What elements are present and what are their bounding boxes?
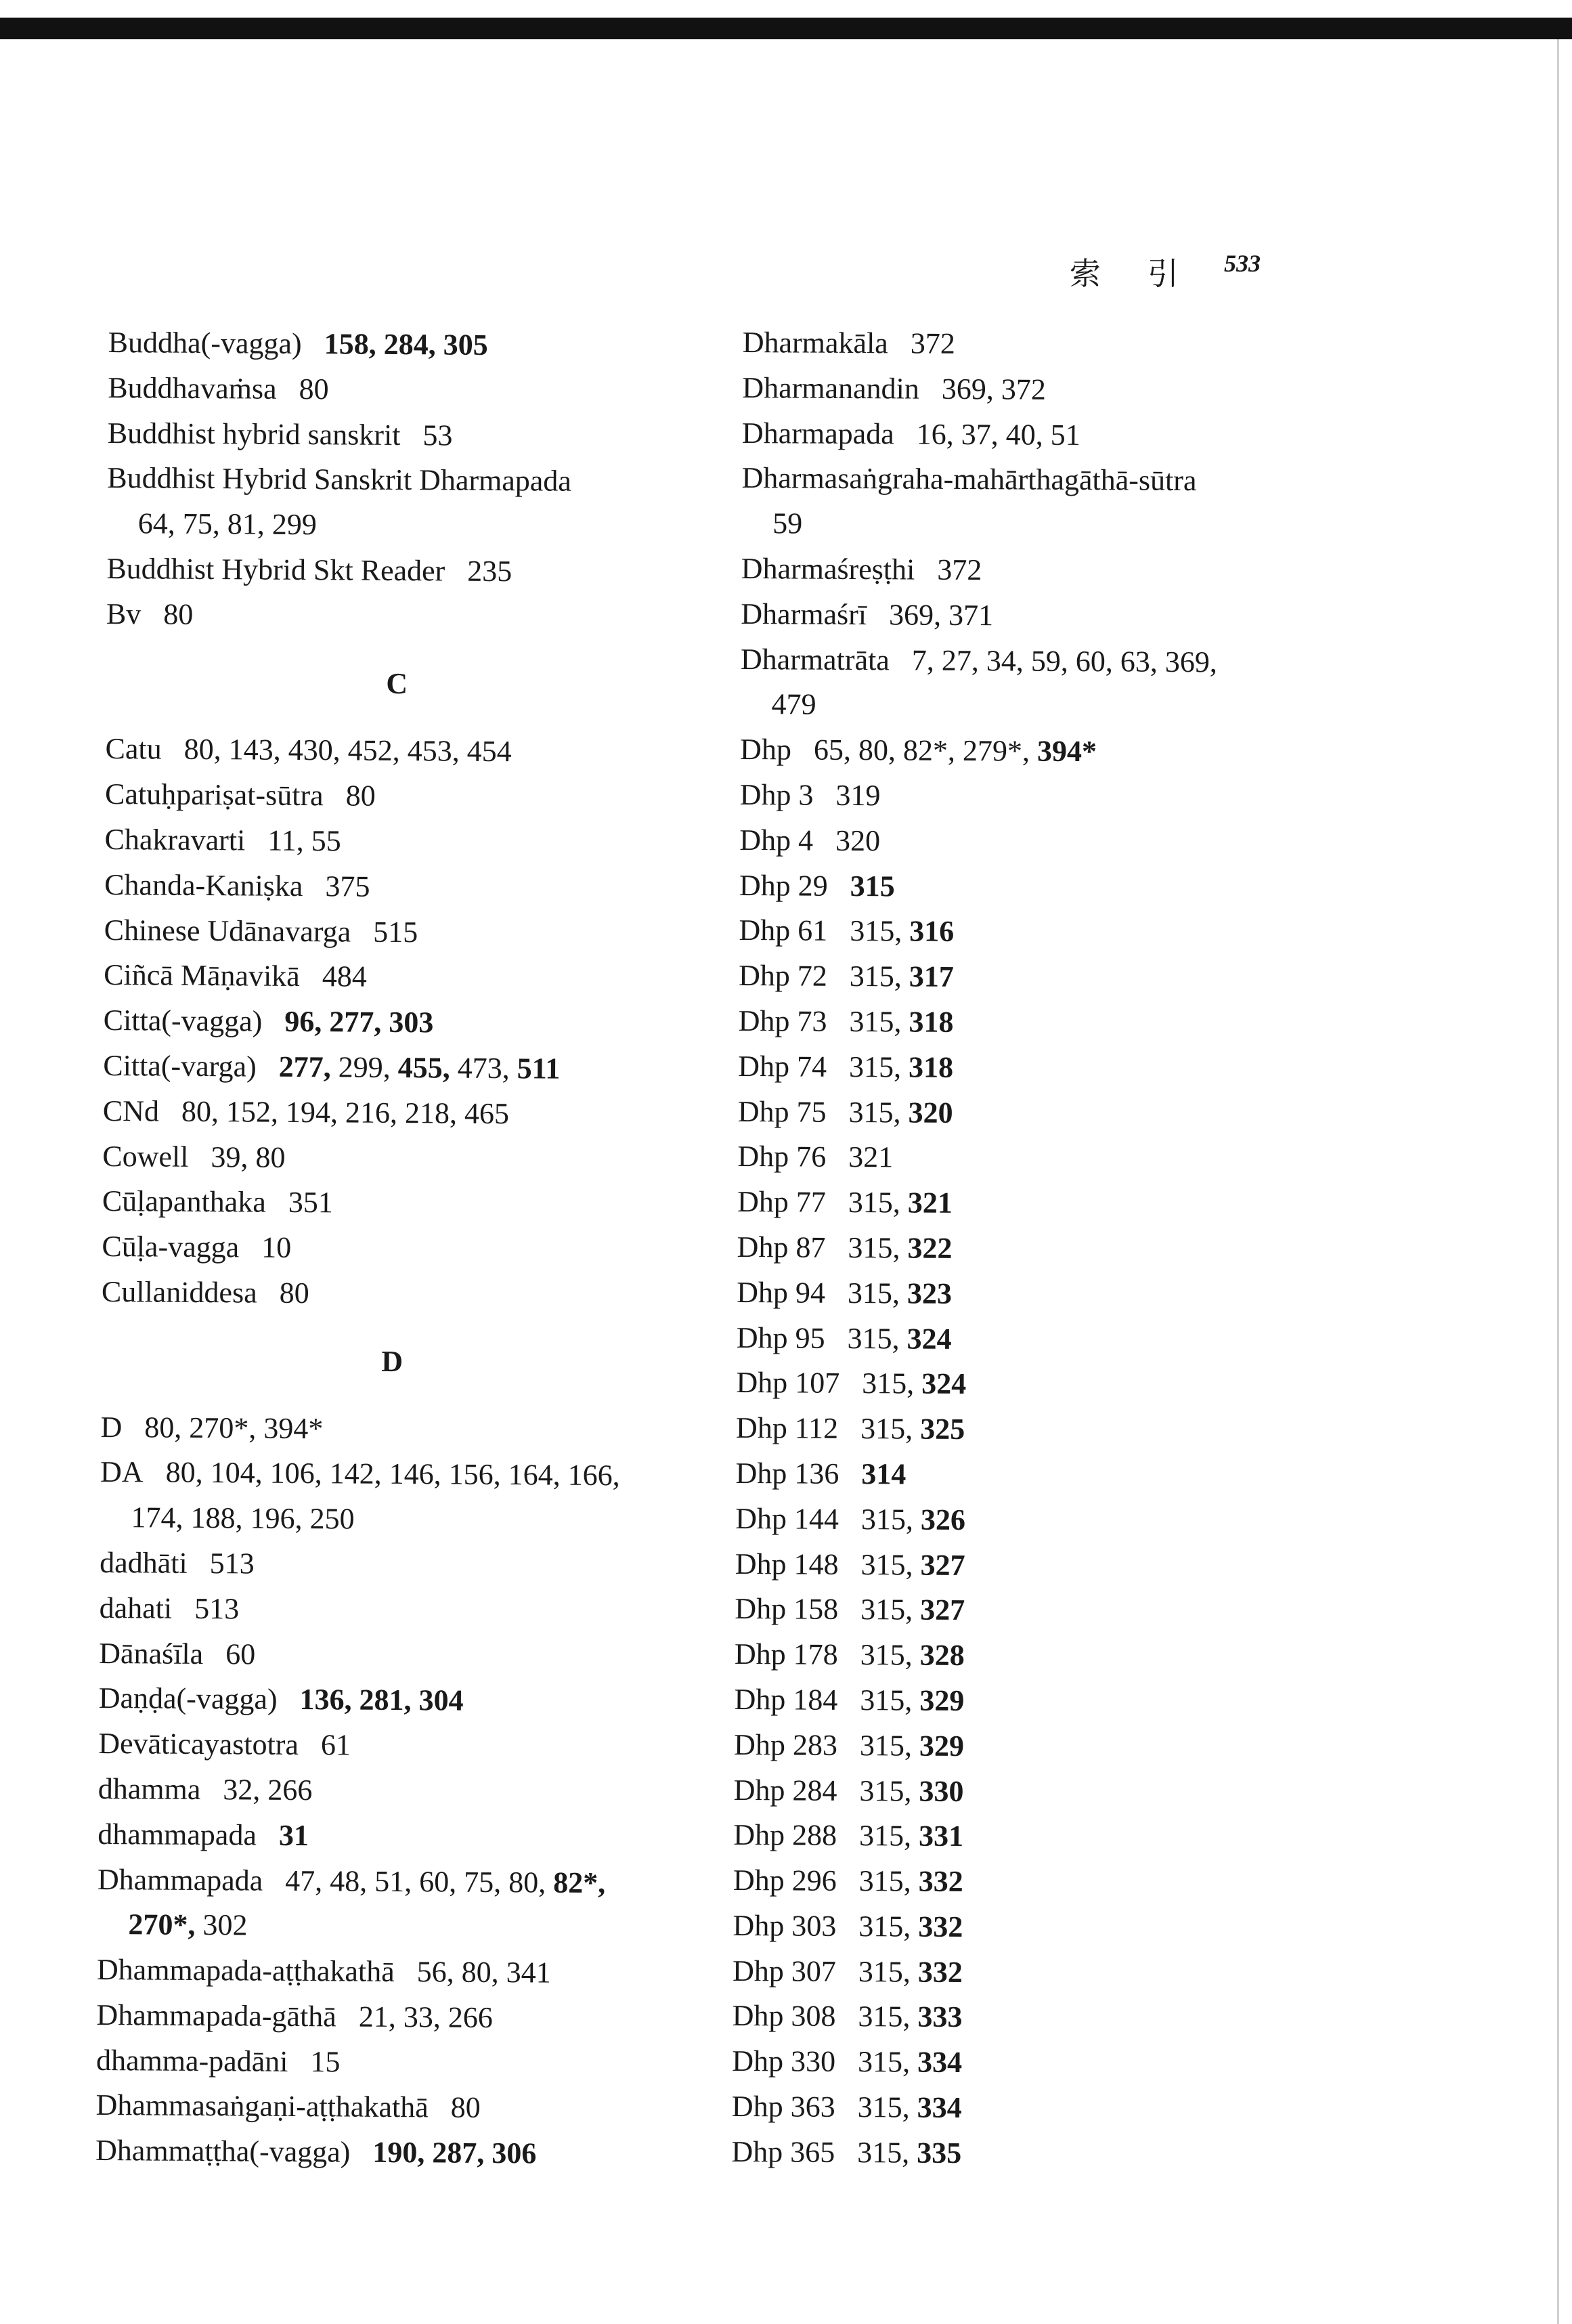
index-term: Chakravarti bbox=[104, 822, 246, 857]
index-entry bbox=[737, 1316, 1387, 1365]
index-term: Dhp 158 bbox=[735, 1592, 839, 1627]
page-ref: 11, 55 bbox=[267, 823, 341, 858]
index-entry bbox=[732, 2084, 1382, 2134]
page-ref: 235 bbox=[467, 554, 512, 588]
page-ref: 473, bbox=[457, 1051, 517, 1085]
index-entry bbox=[104, 908, 754, 957]
index-entry bbox=[97, 1948, 747, 1997]
index-entry bbox=[105, 772, 755, 821]
page-ref: 315, bbox=[849, 1004, 909, 1039]
index-entry bbox=[735, 1497, 1385, 1546]
page-ref: 315, bbox=[848, 1095, 909, 1129]
page-ref-bold: 332 bbox=[918, 1910, 963, 1943]
page-ref: 315, bbox=[862, 1367, 922, 1400]
index-term: Dhp 112 bbox=[735, 1411, 839, 1446]
page-ref-bold: 158, 284, 305 bbox=[324, 327, 488, 362]
index-entry bbox=[102, 1224, 751, 1274]
page-ref-bold: 318 bbox=[909, 1005, 954, 1039]
index-entry bbox=[733, 1858, 1383, 1908]
index-entry bbox=[95, 2083, 745, 2132]
index-entry bbox=[741, 637, 1391, 687]
page-ref: 315, bbox=[858, 2000, 918, 2034]
index-entry bbox=[103, 1043, 753, 1093]
index-entry bbox=[742, 411, 1392, 460]
index-entry bbox=[741, 592, 1391, 641]
index-entry bbox=[737, 1134, 1387, 1184]
index-entry bbox=[100, 1450, 750, 1499]
index-term: Dhp 74 bbox=[738, 1049, 827, 1083]
index-entry bbox=[735, 1541, 1385, 1591]
index-entry bbox=[736, 1406, 1386, 1455]
index-term: Dhp 184 bbox=[734, 1682, 838, 1717]
index-term: Dhp 73 bbox=[738, 1004, 827, 1038]
index-term: Dharmakāla bbox=[742, 325, 888, 360]
page-ref-bold: 190, 287, 306 bbox=[372, 2136, 537, 2170]
index-term: Dhp 77 bbox=[737, 1185, 826, 1219]
page-ref: 80 bbox=[299, 372, 329, 406]
page-ref: 479 bbox=[771, 687, 816, 722]
index-term: dhamma-padāni bbox=[95, 2043, 288, 2078]
index-term: Devāticayastotra bbox=[98, 1727, 299, 1762]
index-entry bbox=[734, 1677, 1384, 1727]
section-letter-d: D bbox=[381, 1344, 403, 1378]
running-head-kanji-index-1: 索 bbox=[1070, 255, 1101, 292]
index-entry bbox=[108, 411, 758, 460]
page-ref: 315, bbox=[860, 1593, 921, 1627]
index-entry-continuation bbox=[740, 682, 1390, 731]
index-entry bbox=[106, 592, 756, 641]
index-entry bbox=[740, 727, 1390, 777]
index-term: Dhammapada-aṭṭhakathā bbox=[96, 1953, 395, 1989]
page-ref: 513 bbox=[194, 1591, 240, 1626]
index-term: Dhp 94 bbox=[737, 1275, 826, 1310]
page-ref-bold: 329 bbox=[919, 1683, 965, 1717]
page-ref: 315, bbox=[848, 1230, 908, 1265]
index-entry bbox=[736, 1360, 1386, 1410]
index-entry bbox=[96, 2038, 746, 2088]
page-ref: 16, 37, 40, 51 bbox=[916, 417, 1080, 452]
index-entry bbox=[95, 2128, 745, 2178]
index-column-left bbox=[95, 320, 758, 2178]
index-entry bbox=[102, 1134, 752, 1184]
index-term: Dhammapada-gāthā bbox=[96, 1998, 336, 2034]
page-ref: 375 bbox=[325, 869, 370, 903]
page-ref: 59 bbox=[772, 507, 803, 540]
page-ref: 319 bbox=[835, 778, 881, 813]
index-entry bbox=[732, 2039, 1382, 2088]
page-ref: 315, bbox=[860, 1547, 921, 1582]
index-term: Dhp 365 bbox=[731, 2134, 835, 2169]
index-term: DA bbox=[100, 1455, 144, 1489]
page-ref-bold: 136, 281, 304 bbox=[299, 1683, 464, 1718]
index-entry bbox=[99, 1586, 749, 1635]
index-term: Dhp 95 bbox=[736, 1320, 825, 1355]
index-entry bbox=[104, 998, 754, 1048]
index-term: D bbox=[100, 1410, 123, 1444]
page-ref-bold: 96, 277, 303 bbox=[284, 1004, 434, 1039]
index-term: Dhp 303 bbox=[733, 1908, 837, 1943]
index-entry bbox=[733, 1903, 1382, 1953]
index-term: Daṇḍa(-vagga) bbox=[98, 1681, 278, 1717]
page-ref: 65, 80, 82*, 279*, bbox=[813, 733, 1038, 768]
page-ref: 315, bbox=[860, 1502, 921, 1536]
index-term: Dharmatrāta bbox=[740, 642, 890, 676]
page-ref-bold: 277, bbox=[278, 1050, 339, 1084]
index-entry bbox=[737, 1270, 1387, 1320]
page-ref: 64, 75, 81, 299 bbox=[137, 507, 318, 542]
page-ref: 515 bbox=[373, 915, 418, 949]
index-entry-continuation bbox=[97, 1902, 747, 1952]
page-ref: 315, bbox=[859, 1773, 919, 1808]
page-ref: 56, 80, 341 bbox=[416, 1955, 551, 1989]
page-ref: 53 bbox=[422, 418, 453, 452]
index-term: Ciñcā Māṇavikā bbox=[104, 958, 300, 993]
index-entry bbox=[734, 1767, 1384, 1817]
index-term: Dhammasaṅgaṇi-aṭṭhakathā bbox=[95, 2088, 429, 2124]
index-entry bbox=[104, 863, 754, 912]
page-ref-bold: 329 bbox=[919, 1729, 965, 1763]
index-term: Dhp 29 bbox=[739, 868, 828, 903]
page-ref: 369, 371 bbox=[888, 598, 994, 632]
page-ref: 80 bbox=[163, 597, 194, 631]
page-ref: 321 bbox=[848, 1140, 894, 1174]
index-entry bbox=[741, 546, 1391, 596]
page-ref: 61 bbox=[320, 1728, 351, 1762]
scan-right-edge bbox=[1557, 39, 1559, 2324]
page-ref: 39, 80 bbox=[211, 1140, 286, 1174]
index-term: Bv bbox=[106, 597, 141, 631]
page-ref: 299, bbox=[338, 1050, 398, 1084]
page-ref: 315, bbox=[857, 2090, 917, 2124]
page-ref-bold: 325 bbox=[920, 1412, 965, 1446]
page-number: 533 bbox=[1224, 250, 1261, 277]
index-term: dhammapada bbox=[97, 1817, 257, 1852]
page-ref-bold: 334 bbox=[917, 2045, 963, 2080]
page-ref: 513 bbox=[209, 1547, 255, 1580]
page-ref-bold: 31 bbox=[278, 1818, 309, 1852]
index-term: Citta(-varga) bbox=[103, 1048, 257, 1083]
index-term: Dhp 284 bbox=[733, 1773, 837, 1807]
index-entry bbox=[98, 1721, 748, 1771]
index-term: Chinese Udānavarga bbox=[104, 913, 351, 949]
page-ref-bold: 331 bbox=[918, 1819, 964, 1853]
index-term: Dhp 148 bbox=[735, 1547, 839, 1581]
index-term: Buddhist Hybrid Skt Reader bbox=[106, 551, 445, 588]
index-entry-continuation bbox=[100, 1495, 749, 1545]
page-ref: 320 bbox=[835, 823, 881, 858]
index-term: Dhp 72 bbox=[738, 959, 828, 993]
index-term: Dhp bbox=[739, 733, 792, 767]
index-entry bbox=[108, 320, 758, 370]
scan-top-border bbox=[0, 18, 1572, 39]
index-entry bbox=[738, 1090, 1388, 1139]
index-term: Dhp 307 bbox=[732, 1954, 837, 1988]
index-entry bbox=[739, 818, 1389, 867]
page-ref: 80 bbox=[345, 779, 376, 813]
index-entry bbox=[97, 1857, 747, 1906]
index-entry bbox=[104, 817, 754, 867]
page-ref: 315, bbox=[848, 1050, 909, 1084]
page-ref-bold: 328 bbox=[919, 1638, 965, 1673]
index-term: Dharmanandin bbox=[742, 370, 920, 406]
page-ref-bold: 330 bbox=[919, 1774, 964, 1808]
page-ref: 32, 266 bbox=[223, 1773, 313, 1807]
index-entry bbox=[731, 2130, 1381, 2179]
index-entry bbox=[733, 1813, 1383, 1862]
index-entry bbox=[735, 1451, 1385, 1501]
index-term: dahati bbox=[99, 1591, 173, 1625]
index-entry bbox=[738, 1044, 1388, 1094]
page-ref: 315, bbox=[858, 1864, 919, 1898]
page-ref-bold: 455, bbox=[397, 1050, 458, 1085]
page-ref: 315, bbox=[850, 914, 910, 948]
page-ref: 372 bbox=[937, 553, 982, 587]
index-term: Cowell bbox=[102, 1139, 189, 1174]
index-entry bbox=[739, 863, 1389, 913]
page-ref: 315, bbox=[857, 2135, 917, 2170]
index-term: Chanda-Kaniṣka bbox=[104, 867, 303, 903]
index-term: Dhp 363 bbox=[731, 2090, 835, 2124]
index-term: Dhammapada bbox=[97, 1862, 263, 1897]
page-ref: 315, bbox=[858, 1954, 919, 1989]
page-ref-bold: 334 bbox=[917, 2090, 962, 2125]
index-term: Dhp 283 bbox=[734, 1727, 838, 1762]
index-term: Citta(-vagga) bbox=[103, 1004, 263, 1038]
page-ref: 351 bbox=[288, 1186, 334, 1220]
index-term: Dharmaśreṣṭhi bbox=[741, 551, 915, 586]
page-ref-bold: 318 bbox=[908, 1050, 954, 1084]
index-term: Catuḥpariṣat-sūtra bbox=[104, 777, 324, 813]
index-term: Dhp 4 bbox=[739, 823, 814, 857]
index-term: dhamma bbox=[97, 1771, 201, 1806]
index-entry bbox=[741, 456, 1391, 505]
page-ref: 47, 48, 51, 60, 75, 80, bbox=[285, 1864, 554, 1899]
page-ref: 302 bbox=[202, 1908, 248, 1942]
page-ref-bold: 323 bbox=[907, 1276, 953, 1310]
page-ref: 315, bbox=[847, 1321, 907, 1356]
page-ref: 484 bbox=[322, 960, 367, 994]
index-entry bbox=[100, 1404, 750, 1454]
index-entry bbox=[735, 1632, 1384, 1681]
index-entry bbox=[106, 546, 756, 596]
index-entry bbox=[103, 1089, 753, 1138]
index-entry bbox=[97, 1812, 747, 1862]
page-ref: 315, bbox=[860, 1683, 920, 1717]
index-entry bbox=[737, 1180, 1387, 1229]
page-ref-bold: 326 bbox=[920, 1503, 966, 1536]
index-entry bbox=[740, 773, 1390, 822]
index-entry bbox=[102, 1270, 751, 1319]
index-entry bbox=[99, 1631, 749, 1680]
index-entry bbox=[743, 320, 1393, 370]
index-entry bbox=[108, 366, 758, 415]
page-ref-bold: 321 bbox=[907, 1186, 953, 1220]
index-entry bbox=[99, 1676, 749, 1725]
index-entry-continuation bbox=[107, 501, 757, 551]
index-term: Dhp 76 bbox=[737, 1140, 827, 1174]
index-entry bbox=[98, 1767, 748, 1816]
index-entry bbox=[107, 456, 757, 505]
page-ref: 80 bbox=[279, 1276, 309, 1310]
index-term: Buddhist Hybrid Sanskrit Dharmapada bbox=[107, 461, 572, 498]
page-ref: 315, bbox=[860, 1638, 920, 1672]
index-entry bbox=[739, 953, 1389, 1003]
page-ref-bold: 82*, bbox=[553, 1866, 606, 1899]
page-ref: 174, 188, 196, 250 bbox=[131, 1501, 355, 1536]
index-term: Dhp 87 bbox=[737, 1230, 826, 1264]
index-term: Dhp 288 bbox=[733, 1818, 837, 1853]
index-group-d bbox=[95, 1404, 751, 2178]
index-term: Cullaniddesa bbox=[101, 1274, 257, 1310]
index-term: CNd bbox=[102, 1094, 160, 1128]
page-ref: 315, bbox=[858, 1909, 919, 1943]
index-term: Dharmasaṅgraha-mahārthagāthā-sūtra bbox=[741, 461, 1197, 498]
page-ref: 21, 33, 266 bbox=[358, 2000, 493, 2034]
index-term: dadhāti bbox=[100, 1545, 188, 1580]
index-term: Dharmapada bbox=[741, 416, 894, 450]
page-ref-bold: 315 bbox=[850, 869, 895, 903]
page-ref-bold: 327 bbox=[920, 1548, 965, 1582]
page-ref: 315, bbox=[848, 1186, 908, 1220]
index-term: Dhp 107 bbox=[736, 1366, 840, 1400]
page-ref-bold: 332 bbox=[917, 1955, 963, 1989]
page-ref: 315, bbox=[849, 960, 910, 993]
index-entry bbox=[104, 953, 754, 1002]
index-group-b bbox=[106, 320, 758, 641]
page-ref: 80 bbox=[450, 2091, 481, 2125]
page-ref: 315, bbox=[860, 1412, 921, 1446]
page-ref: 60 bbox=[225, 1637, 256, 1671]
page-ref: 7, 27, 34, 59, 60, 63, 369, bbox=[911, 643, 1217, 679]
index-term: Dhp 178 bbox=[734, 1637, 838, 1672]
page-ref: 10 bbox=[261, 1230, 292, 1265]
index-term: Dhp 75 bbox=[737, 1094, 827, 1129]
page-ref: 80, 152, 194, 216, 218, 465 bbox=[181, 1094, 510, 1130]
index-entry-continuation bbox=[741, 501, 1391, 551]
index-entry bbox=[732, 1994, 1382, 2043]
index-term: Dhp 308 bbox=[732, 1999, 836, 2034]
index-term: Buddhist hybrid sanskrit bbox=[107, 416, 401, 452]
index-column-right bbox=[731, 320, 1393, 2178]
page-ref-bold: 333 bbox=[917, 2000, 963, 2034]
page-ref-bold: 335 bbox=[917, 2136, 962, 2170]
index-entry bbox=[737, 1225, 1387, 1274]
page-ref-bold: 270*, bbox=[128, 1908, 203, 1942]
page-ref: 315, bbox=[859, 1728, 920, 1763]
page-ref-bold: 511 bbox=[517, 1052, 561, 1085]
section-letter-c: C bbox=[386, 666, 408, 700]
index-entry bbox=[102, 1179, 752, 1228]
index-term: Dhp 296 bbox=[733, 1864, 837, 1897]
index-term: Dhp 144 bbox=[735, 1501, 839, 1536]
page-ref-bold: 324 bbox=[921, 1367, 967, 1401]
index-entry bbox=[733, 1949, 1382, 1998]
index-entry bbox=[100, 1541, 749, 1590]
index-group-c bbox=[102, 727, 756, 1319]
page-ref-bold: 316 bbox=[909, 914, 955, 949]
index-term: Dānaśīla bbox=[99, 1636, 204, 1671]
page-ref: 315, bbox=[847, 1276, 908, 1310]
page-ref-bold: 317 bbox=[909, 960, 955, 994]
index-term: Dharmaśrī bbox=[741, 597, 867, 631]
index-term: Buddhavaṁsa bbox=[108, 370, 277, 406]
page-ref-bold: 324 bbox=[907, 1322, 952, 1356]
index-entry bbox=[739, 908, 1389, 957]
page-ref: 315, bbox=[857, 2045, 918, 2079]
page-ref: 372 bbox=[910, 326, 955, 360]
index-term: Cūḷapanthaka bbox=[102, 1184, 267, 1220]
running-head-kanji-index-2: 引 bbox=[1148, 255, 1179, 292]
page-ref-bold: 320 bbox=[908, 1096, 953, 1129]
page-ref-bold: 394* bbox=[1036, 734, 1097, 769]
index-term: Dhp 330 bbox=[732, 2044, 836, 2079]
page-ref-bold: 332 bbox=[918, 1864, 963, 1899]
index-term: Dhp 3 bbox=[739, 777, 814, 812]
page-ref-bold: 322 bbox=[907, 1231, 953, 1265]
index-entry bbox=[96, 1993, 746, 2042]
index-term: Catu bbox=[105, 732, 162, 766]
index-entry bbox=[742, 366, 1392, 415]
page-ref: 80, 270*, 394* bbox=[144, 1410, 324, 1445]
page-ref: 369, 372 bbox=[941, 372, 1047, 406]
page-ref-bold: 327 bbox=[920, 1593, 965, 1627]
index-term: Cūḷa-vagga bbox=[102, 1230, 240, 1264]
page-ref-bold: 314 bbox=[861, 1457, 907, 1491]
index-entry bbox=[738, 999, 1388, 1048]
page-ref: 80, 143, 430, 452, 453, 454 bbox=[183, 733, 512, 769]
index-term: Dhp 136 bbox=[735, 1456, 839, 1490]
index-term: Dhp 61 bbox=[739, 913, 828, 948]
page-ref: 80, 104, 106, 142, 146, 156, 164, 166, bbox=[165, 1455, 620, 1492]
index-term: Buddha(-vagga) bbox=[108, 325, 302, 360]
page-ref: 315, bbox=[858, 1819, 919, 1853]
page-ref: 15 bbox=[310, 2044, 341, 2079]
index-entry bbox=[734, 1723, 1384, 1772]
index-entry bbox=[735, 1587, 1384, 1636]
index-entry bbox=[105, 727, 755, 776]
index-term: Dhammaṭṭha(-vagga) bbox=[95, 2134, 351, 2169]
